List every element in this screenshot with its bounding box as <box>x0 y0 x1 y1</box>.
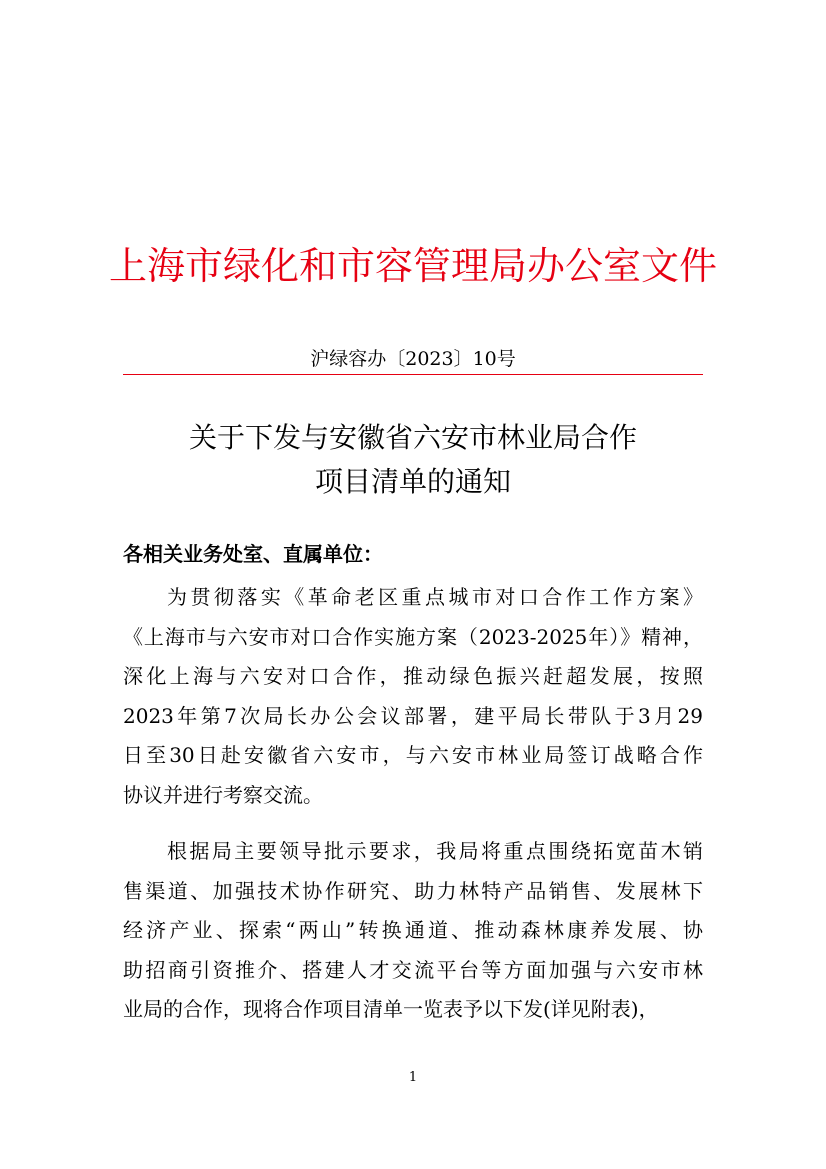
paragraph-line: 为贯彻落实《革命老区重点城市对口合作工作方案》 <box>167 585 703 609</box>
paragraph-line: 日至30日赴安徽省六安市，与六安市林业局签订战略合作 <box>123 743 703 767</box>
paragraph-line: 售渠道、加强技术协作研究、助力林特产品销售、发展林下 <box>123 878 703 903</box>
paragraph-line: 业局的合作，现将合作项目清单一览表予以下发(详见附表)， <box>123 997 659 1021</box>
body-paragraph-2 <box>123 832 703 1030</box>
paragraph-line: 助招商引资推介、搭建人才交流平台等方面加强与六安市林 <box>123 957 703 982</box>
document-number: 沪绿容办〔2023〕10号 <box>310 348 516 370</box>
paragraph-line: 根据局主要领导批示要求，我局将重点围绕拓宽苗木销 <box>167 839 703 863</box>
paragraph-line: 2023年第7次局长办公会议部署，建平局长带队于3月29 <box>123 703 703 728</box>
document-title-line-2: 项目清单的通知 <box>314 465 511 498</box>
issuer-title: 上海市绿化和市容管理局办公室文件 <box>108 244 717 288</box>
addressee: 各相关业务处室、直属单位： <box>123 542 383 566</box>
paragraph-line: 经济产业、探索“两山”转换通道、推动森林康养发展、协 <box>123 918 703 942</box>
paragraph-line: 《上海市与六安市对口合作实施方案（2023-2025年）》精神， <box>123 624 703 649</box>
body-paragraph-1 <box>123 578 703 815</box>
document-title-line-1: 关于下发与安徽省六安市林业局合作 <box>188 421 637 454</box>
document-title <box>0 416 826 504</box>
paragraph-line: 协议并进行考察交流。 <box>123 782 323 807</box>
red-divider-line <box>123 374 703 375</box>
page-number: 1 <box>408 1070 418 1085</box>
paragraph-line: 深化上海与六安对口合作，推动绿色振兴赶超发展，按照 <box>123 664 703 688</box>
